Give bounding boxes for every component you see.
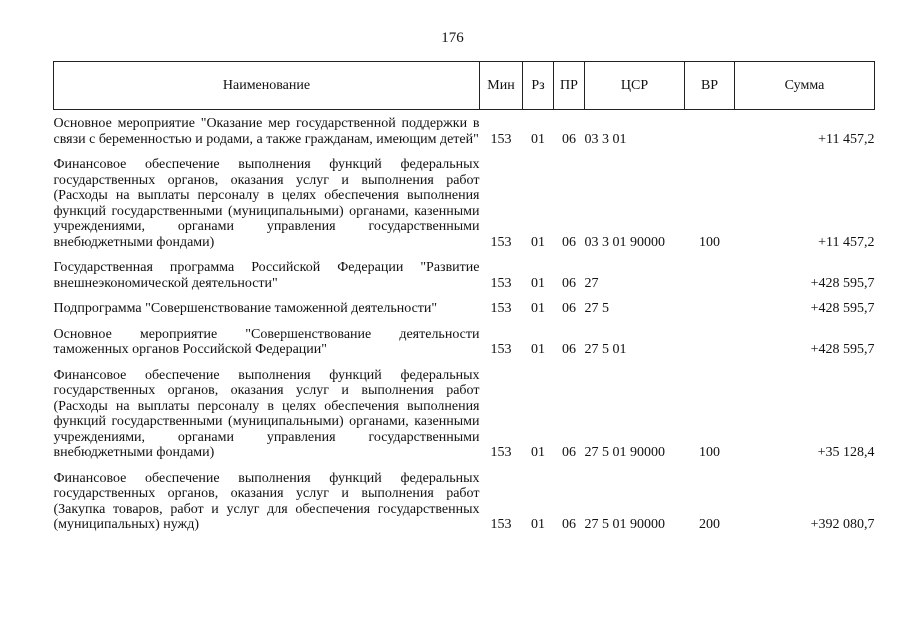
header-rz: Рз	[523, 62, 554, 110]
row-csr: 27 5 01	[584, 342, 627, 357]
row-min: 153	[490, 445, 512, 460]
row-pr: 06	[562, 131, 576, 147]
header-min: Мин	[480, 62, 523, 110]
row-pr: 06	[562, 517, 576, 532]
table-row	[54, 295, 875, 321]
table-row	[54, 362, 875, 465]
row-rz: 01	[531, 517, 545, 532]
row-vr	[685, 254, 735, 295]
row-min: 153	[490, 234, 512, 250]
row-name: Финансовое обеспечение выполнения функций федеральных государственных органов, оказания услуг и выполнения работ (Расходы на выплаты персоналу в целях обеспечения выполнения функций государственными (муниципальными) органами, казенными учреждениями, органами управления государственными внебюджетными фондами)	[53, 367, 480, 460]
row-vr	[685, 110, 735, 152]
row-csr: 03 3 01 90000	[584, 234, 665, 250]
row-csr: 27 5 01 90000	[584, 445, 665, 460]
row-csr: 03 3 01	[584, 131, 627, 147]
row-csr: 27 5 01 90000	[584, 517, 665, 532]
row-csr: 27	[584, 275, 599, 291]
row-pr: 06	[562, 234, 576, 250]
row-rz: 01	[531, 342, 545, 357]
row-sum: +392 080,7	[810, 517, 875, 532]
header-vr: ВР	[685, 62, 735, 110]
header-csr: ЦСР	[585, 62, 685, 110]
table-row	[54, 151, 875, 254]
table-row	[54, 321, 875, 362]
row-rz: 01	[531, 275, 545, 291]
row-name: Финансовое обеспечение выполнения функций федеральных государственных органов, оказания услуг и выполнения работ (Расходы на выплаты персоналу в целях обеспечения выполнения функций государственными (муниципальными) органами, казенными учреждениями, органами управления государственными внебюджетными фондами)	[53, 157, 480, 250]
row-name: Основное мероприятие "Оказание мер государственной поддержки в связи с беременностью и родами, а также гражданам, имеющим детей"	[53, 116, 480, 147]
row-min: 153	[490, 275, 512, 291]
row-name: Финансовое обеспечение выполнения функций федеральных государственных органов, оказания услуг и выполнения работ (Закупка товаров, работ и услуг для обеспечения государственных (муниципальных) нужд)	[53, 470, 480, 532]
row-min: 153	[490, 517, 512, 532]
row-min: 153	[490, 131, 512, 147]
row-vr	[685, 295, 735, 321]
row-sum: +11 457,2	[818, 234, 875, 250]
row-pr: 06	[562, 275, 576, 291]
row-vr	[685, 321, 735, 362]
row-rz: 01	[531, 301, 545, 316]
row-sum: +11 457,2	[818, 131, 875, 147]
budget-table	[53, 61, 875, 537]
row-min: 153	[490, 301, 512, 316]
row-sum: +428 595,7	[810, 301, 875, 316]
table-row	[54, 110, 875, 152]
header-name: Наименование	[54, 62, 480, 110]
row-pr: 06	[562, 445, 576, 460]
row-rz: 01	[531, 131, 545, 147]
row-sum: +428 595,7	[810, 275, 875, 291]
table-header-row	[54, 62, 875, 110]
row-rz: 01	[531, 234, 545, 250]
row-name: Подпрограмма "Совершенствование таможенной деятельности"	[53, 301, 438, 316]
header-pr: ПР	[554, 62, 585, 110]
row-csr: 27 5	[584, 301, 609, 316]
row-vr: 100	[699, 234, 720, 250]
row-min: 153	[490, 342, 512, 357]
row-sum: +428 595,7	[810, 342, 875, 357]
header-sum: Сумма	[735, 62, 875, 110]
table-row	[54, 465, 875, 537]
row-vr: 200	[699, 517, 720, 532]
row-pr: 06	[562, 342, 576, 357]
row-pr: 06	[562, 301, 576, 316]
row-sum: +35 128,4	[817, 445, 875, 460]
row-name: Государственная программа Российской Федерации "Развитие внешнеэкономической деятельности"	[53, 260, 480, 291]
page-number: 176	[441, 30, 464, 46]
table-row	[54, 254, 875, 295]
row-name: Основное мероприятие "Совершенствование деятельности таможенных органов Российской Федерации"	[53, 326, 480, 357]
row-rz: 01	[531, 445, 545, 460]
row-vr: 100	[699, 445, 720, 460]
